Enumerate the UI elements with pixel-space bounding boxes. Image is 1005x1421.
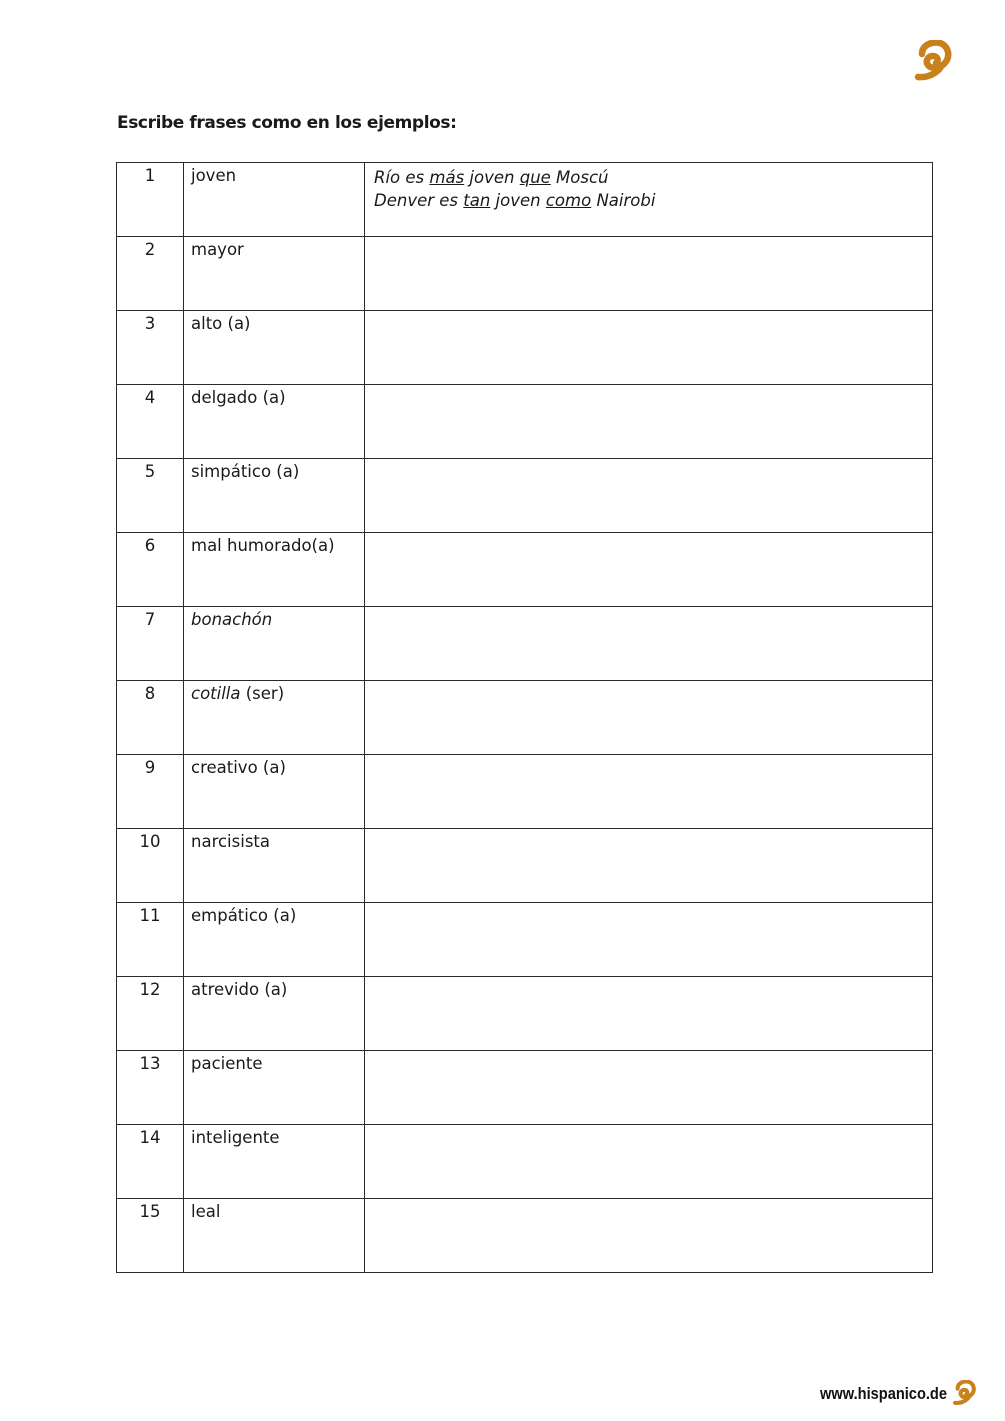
- example-underlined-word: como: [545, 191, 592, 210]
- answer-cell[interactable]: [365, 1199, 933, 1273]
- table-row: [117, 1051, 933, 1125]
- answer-cell[interactable]: [365, 1125, 933, 1199]
- table-row: [117, 607, 933, 681]
- example-text: joven: [464, 168, 520, 187]
- adjective-cell: mal humorado(a): [184, 533, 365, 607]
- row-number: 3: [117, 311, 184, 385]
- adjective-cell: simpático (a): [184, 459, 365, 533]
- adjective-word: cotilla: [191, 684, 241, 703]
- answer-cell[interactable]: [365, 311, 933, 385]
- instruction-heading: Escribe frases como en los ejemplos:: [117, 113, 457, 133]
- answer-cell[interactable]: [365, 1051, 933, 1125]
- hispanico-logo-icon: [952, 1380, 978, 1406]
- example-sentence-1: [374, 166, 932, 189]
- table-row: [117, 459, 933, 533]
- adjective-cell: joven: [184, 163, 365, 237]
- table-row: [117, 681, 933, 755]
- answer-cell[interactable]: [365, 459, 933, 533]
- adjective-cell: mayor: [184, 237, 365, 311]
- row-number: 2: [117, 237, 184, 311]
- table-row: [117, 903, 933, 977]
- table-row: [117, 1199, 933, 1273]
- adjective-cell: paciente: [184, 1051, 365, 1125]
- adjective-cell: leal: [184, 1199, 365, 1273]
- example-underlined-word: tan: [463, 191, 491, 210]
- example-sentence-2: [374, 189, 932, 212]
- example-underlined-word: más: [429, 168, 465, 187]
- row-number: 8: [117, 681, 184, 755]
- example-text: Nairobi: [591, 191, 656, 210]
- adjective-cell: atrevido (a): [184, 977, 365, 1051]
- table-row: [117, 977, 933, 1051]
- row-number: 13: [117, 1051, 184, 1125]
- row-number: 11: [117, 903, 184, 977]
- answer-cell[interactable]: [365, 533, 933, 607]
- adjective-cell: inteligente: [184, 1125, 365, 1199]
- table-row: [117, 237, 933, 311]
- row-number: 10: [117, 829, 184, 903]
- answer-cell[interactable]: [365, 755, 933, 829]
- adjective-cell: bonachón: [184, 607, 365, 681]
- answer-cell[interactable]: [365, 829, 933, 903]
- answer-cell[interactable]: [365, 903, 933, 977]
- row-number: 15: [117, 1199, 184, 1273]
- row-number: 9: [117, 755, 184, 829]
- table-row: [117, 311, 933, 385]
- adjective-cell: delgado (a): [184, 385, 365, 459]
- row-number: 6: [117, 533, 184, 607]
- answer-cell[interactable]: [365, 237, 933, 311]
- footer-website-link[interactable]: www.hispanico.de: [820, 1384, 947, 1403]
- row-number: 4: [117, 385, 184, 459]
- row-number: 12: [117, 977, 184, 1051]
- table-row: [117, 755, 933, 829]
- table-row: [117, 163, 933, 237]
- table-row: [117, 385, 933, 459]
- table-row: [117, 533, 933, 607]
- table-row: [117, 829, 933, 903]
- row-number: 14: [117, 1125, 184, 1199]
- example-answer-cell: [365, 163, 933, 237]
- adjective-cell: creativo (a): [184, 755, 365, 829]
- adjective-cell: [184, 681, 365, 755]
- row-number: 5: [117, 459, 184, 533]
- exercise-table: [116, 162, 933, 1273]
- example-text: Río es: [374, 168, 430, 187]
- answer-cell[interactable]: [365, 977, 933, 1051]
- example-text: joven: [490, 191, 546, 210]
- example-text: Moscú: [550, 168, 609, 187]
- answer-cell[interactable]: [365, 681, 933, 755]
- adjective-cell: alto (a): [184, 311, 365, 385]
- adjective-cell: empático (a): [184, 903, 365, 977]
- row-number: 1: [117, 163, 184, 237]
- row-number: 7: [117, 607, 184, 681]
- example-underlined-word: que: [519, 168, 551, 187]
- answer-cell[interactable]: [365, 607, 933, 681]
- table-row: [117, 1125, 933, 1199]
- adjective-suffix: (ser): [240, 684, 285, 703]
- adjective-cell: narcisista: [184, 829, 365, 903]
- hispanico-logo-icon: [914, 40, 954, 82]
- example-text: Denver es: [374, 191, 464, 210]
- answer-cell[interactable]: [365, 385, 933, 459]
